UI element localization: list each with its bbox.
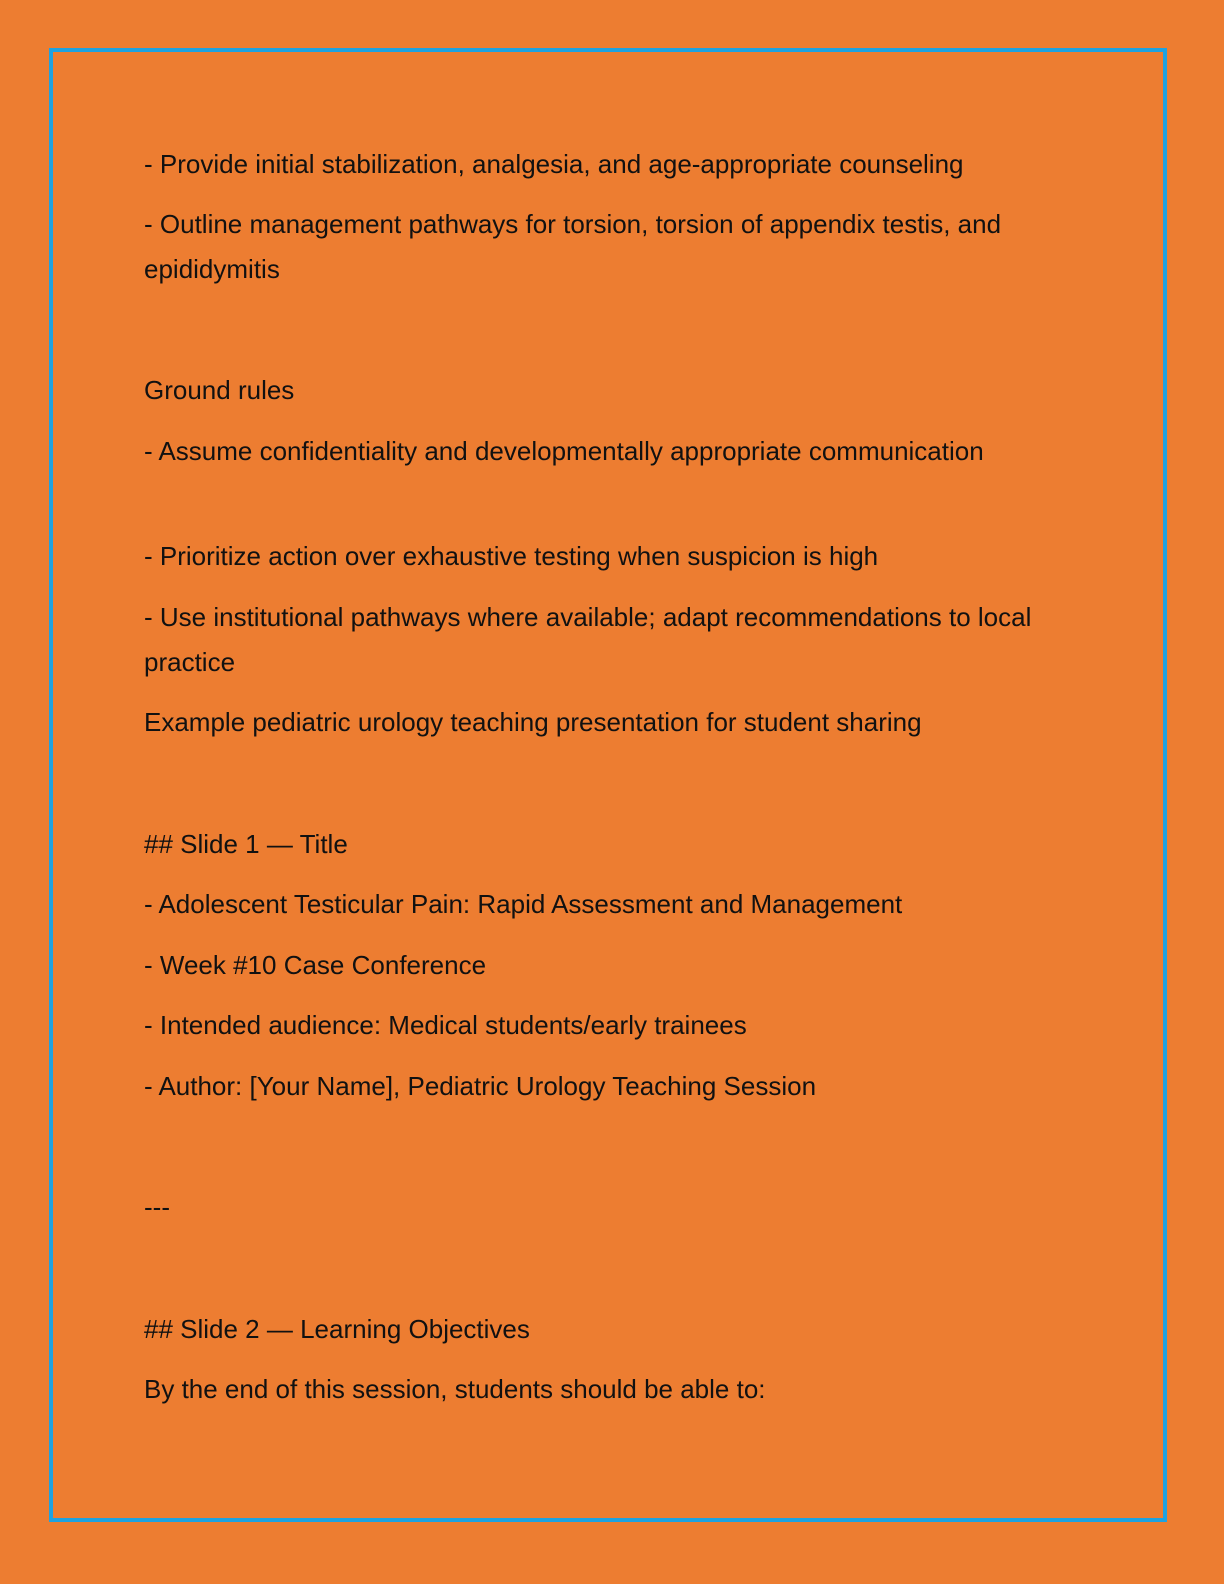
ground-rule-confidentiality: - Assume confidentiality and developmentally appropriate communication — [144, 436, 984, 466]
slide-1-audience-line: - Intended audience: Medical students/early trainees — [144, 1010, 747, 1040]
objective-management-pathways: - Outline management pathways for torsion, torsion of appendix testis, and epididymitis — [144, 209, 1002, 284]
ground-rule-institutional-pathways: - Use institutional pathways where available; adapt recommendations to local practice — [144, 602, 1032, 677]
slide-2-intro-line: By the end of this session, students should be able to: — [144, 1374, 766, 1404]
slide-1-author-line: - Author: [Your Name], Pediatric Urology Teaching Session — [144, 1071, 817, 1101]
slide-1-heading: ## Slide 1 — Title — [144, 829, 348, 859]
slide-1-week-line: - Week #10 Case Conference — [144, 950, 487, 980]
ground-rule-prioritize-action: - Prioritize action over exhaustive testing when suspicion is high — [144, 541, 879, 571]
example-presentation-note: Example pediatric urology teaching presentation for student sharing — [144, 707, 922, 737]
objective-stabilization: - Provide initial stabilization, analgesia, and age-appropriate counseling — [144, 149, 964, 179]
slide-2-heading: ## Slide 2 — Learning Objectives — [144, 1314, 530, 1344]
ground-rules-heading: Ground rules — [144, 375, 295, 405]
slide-1-title-line: - Adolescent Testicular Pain: Rapid Assessment and Management — [144, 889, 903, 919]
section-divider: --- — [144, 1192, 170, 1222]
